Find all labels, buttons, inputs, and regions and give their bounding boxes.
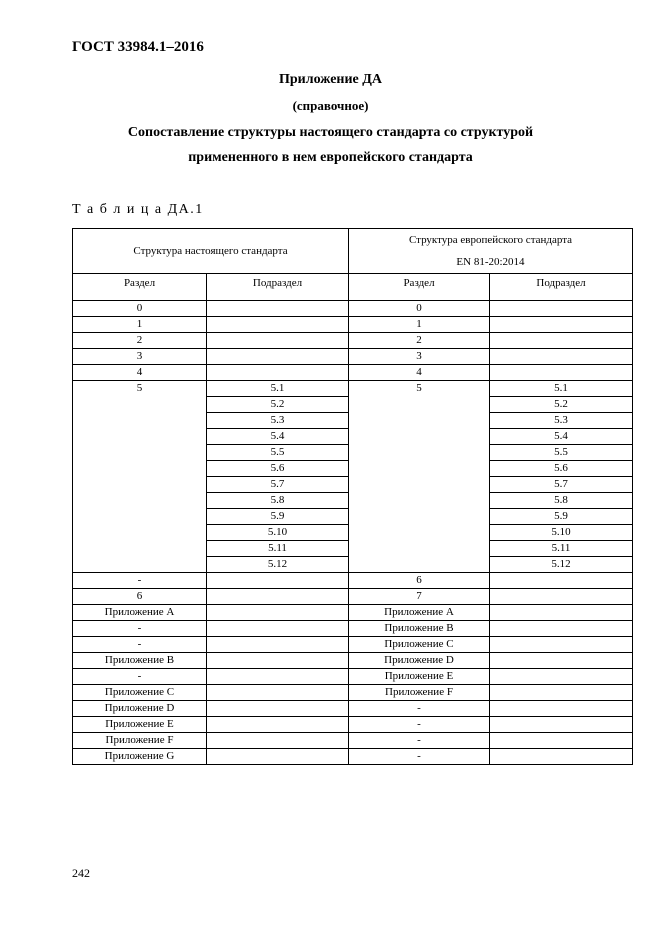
cell-section-european: 4 bbox=[349, 365, 490, 381]
cell-subsection-current bbox=[207, 333, 349, 349]
cell-subsection-european: 5.3 bbox=[490, 413, 633, 429]
cell-subsection-current bbox=[207, 669, 349, 685]
cell-subsection-european: 5.12 bbox=[490, 557, 633, 573]
table-row bbox=[73, 333, 633, 349]
table-row bbox=[73, 349, 633, 365]
cell-section-european: Приложение E bbox=[349, 669, 490, 685]
table-row bbox=[73, 717, 633, 733]
cell-subsection-current: 5.6 bbox=[207, 461, 349, 477]
cell-subsection-european: 5.10 bbox=[490, 525, 633, 541]
cell-subsection-current bbox=[207, 749, 349, 765]
cell-subsection-current bbox=[207, 301, 349, 317]
cell-subsection-current bbox=[207, 653, 349, 669]
cell-subsection-european: 5.4 bbox=[490, 429, 633, 445]
cell-subsection-european bbox=[490, 605, 633, 621]
cell-subsection-current bbox=[207, 685, 349, 701]
cell-subsection-european bbox=[490, 589, 633, 605]
cell-subsection-european: 5.2 bbox=[490, 397, 633, 413]
table-row bbox=[73, 637, 633, 653]
cell-subsection-current: 5.4 bbox=[207, 429, 349, 445]
cell-subsection-current: 5.12 bbox=[207, 557, 349, 573]
cell-section-european: - bbox=[349, 701, 490, 717]
cell-section-european: Приложение C bbox=[349, 637, 490, 653]
cell-section-current: Приложение C bbox=[73, 685, 207, 701]
cell-subsection-current bbox=[207, 589, 349, 605]
table-caption: Т а б л и ц а ДА.1 bbox=[72, 202, 204, 217]
cell-subsection-current: 5.11 bbox=[207, 541, 349, 557]
cell-section-current: 1 bbox=[73, 317, 207, 333]
cell-subsection-european bbox=[490, 637, 633, 653]
cell-subsection-current: 5.9 bbox=[207, 509, 349, 525]
cell-subsection-european bbox=[490, 733, 633, 749]
col-header-subsection-current: Подраздел bbox=[207, 274, 349, 301]
cell-section-current: - bbox=[73, 669, 207, 685]
cell-section-european: Приложение D bbox=[349, 653, 490, 669]
cell-subsection-current: 5.5 bbox=[207, 445, 349, 461]
table-row bbox=[73, 301, 633, 317]
cell-subsection-european bbox=[490, 301, 633, 317]
annex-heading-line-2: примененного в нем европейского стандарта bbox=[188, 150, 473, 165]
cell-section-european: 2 bbox=[349, 333, 490, 349]
cell-section-current: - bbox=[73, 573, 207, 589]
table-row bbox=[73, 701, 633, 717]
cell-section-european: - bbox=[349, 733, 490, 749]
cell-subsection-current bbox=[207, 365, 349, 381]
cell-section-current: 2 bbox=[73, 333, 207, 349]
table-row bbox=[73, 749, 633, 765]
cell-section-current: 3 bbox=[73, 349, 207, 365]
cell-subsection-european bbox=[490, 701, 633, 717]
cell-subsection-european bbox=[490, 573, 633, 589]
cell-subsection-european bbox=[490, 669, 633, 685]
cell-section-current: Приложение F bbox=[73, 733, 207, 749]
cell-subsection-european bbox=[490, 317, 633, 333]
cell-section-european: 1 bbox=[349, 317, 490, 333]
cell-section-current: 5 bbox=[73, 381, 207, 573]
cell-subsection-current bbox=[207, 605, 349, 621]
standard-code: ГОСТ 33984.1–2016 bbox=[72, 39, 204, 55]
cell-subsection-european bbox=[490, 349, 633, 365]
table-row bbox=[73, 589, 633, 605]
cell-subsection-european bbox=[490, 333, 633, 349]
cell-subsection-european: 5.1 bbox=[490, 381, 633, 397]
group-header-current: Структура настоящего стандарта bbox=[73, 229, 349, 274]
cell-section-current: - bbox=[73, 637, 207, 653]
cell-section-current: Приложение B bbox=[73, 653, 207, 669]
cell-subsection-current bbox=[207, 621, 349, 637]
cell-subsection-current bbox=[207, 717, 349, 733]
cell-subsection-european: 5.5 bbox=[490, 445, 633, 461]
cell-section-current: Приложение G bbox=[73, 749, 207, 765]
cell-section-european: 0 bbox=[349, 301, 490, 317]
cell-subsection-european: 5.11 bbox=[490, 541, 633, 557]
cell-section-european: 6 bbox=[349, 573, 490, 589]
cell-subsection-european bbox=[490, 749, 633, 765]
cell-subsection-current: 5.10 bbox=[207, 525, 349, 541]
annex-type: (справочное) bbox=[292, 98, 369, 113]
cell-subsection-current bbox=[207, 701, 349, 717]
table-row bbox=[73, 381, 633, 397]
cell-section-european: 3 bbox=[349, 349, 490, 365]
cell-section-european: Приложение A bbox=[349, 605, 490, 621]
cell-section-current: - bbox=[73, 621, 207, 637]
table-body bbox=[73, 301, 633, 765]
table-row bbox=[73, 685, 633, 701]
cell-subsection-european: 5.9 bbox=[490, 509, 633, 525]
cell-section-european: Приложение F bbox=[349, 685, 490, 701]
annex-title: Приложение ДА bbox=[278, 72, 383, 87]
table-row bbox=[73, 365, 633, 381]
cell-subsection-current: 5.2 bbox=[207, 397, 349, 413]
cell-subsection-current bbox=[207, 733, 349, 749]
col-header-section-current: Раздел bbox=[73, 274, 207, 301]
table-row bbox=[73, 669, 633, 685]
cell-subsection-current: 5.7 bbox=[207, 477, 349, 493]
table-row bbox=[73, 733, 633, 749]
cell-section-european: 5 bbox=[349, 381, 490, 573]
page-number: 242 bbox=[72, 866, 90, 880]
cell-subsection-european bbox=[490, 653, 633, 669]
col-header-section-european: Раздел bbox=[349, 274, 490, 301]
group-header-european-line-1: Структура европейского стандарта bbox=[408, 234, 573, 246]
table-row bbox=[73, 573, 633, 589]
cell-section-european: Приложение B bbox=[349, 621, 490, 637]
cell-section-current: 0 bbox=[73, 301, 207, 317]
cell-section-current: Приложение D bbox=[73, 701, 207, 717]
table-row bbox=[73, 605, 633, 621]
group-header-european-line-2: EN 81-20:2014 bbox=[456, 256, 525, 268]
comparison-table bbox=[72, 228, 633, 765]
cell-section-current: 4 bbox=[73, 365, 207, 381]
cell-subsection-current bbox=[207, 573, 349, 589]
cell-subsection-european bbox=[490, 621, 633, 637]
col-header-subsection-european: Подраздел bbox=[490, 274, 633, 301]
cell-section-european: 7 bbox=[349, 589, 490, 605]
cell-subsection-current bbox=[207, 349, 349, 365]
cell-subsection-current: 5.3 bbox=[207, 413, 349, 429]
table-row bbox=[73, 621, 633, 637]
cell-subsection-current bbox=[207, 317, 349, 333]
cell-subsection-european bbox=[490, 685, 633, 701]
cell-section-current: Приложение E bbox=[73, 717, 207, 733]
cell-section-current: 6 bbox=[73, 589, 207, 605]
group-header-european bbox=[349, 229, 633, 274]
cell-section-current: Приложение A bbox=[73, 605, 207, 621]
table-row bbox=[73, 653, 633, 669]
cell-section-european: - bbox=[349, 749, 490, 765]
cell-subsection-european bbox=[490, 365, 633, 381]
table-row bbox=[73, 317, 633, 333]
cell-subsection-european: 5.6 bbox=[490, 461, 633, 477]
cell-subsection-current: 5.8 bbox=[207, 493, 349, 509]
cell-section-european: - bbox=[349, 717, 490, 733]
cell-subsection-current: 5.1 bbox=[207, 381, 349, 397]
annex-heading-line-1: Сопоставление структуры настоящего стандарта со структурой bbox=[127, 125, 534, 140]
cell-subsection-european: 5.7 bbox=[490, 477, 633, 493]
cell-subsection-european bbox=[490, 717, 633, 733]
cell-subsection-current bbox=[207, 637, 349, 653]
cell-subsection-european: 5.8 bbox=[490, 493, 633, 509]
